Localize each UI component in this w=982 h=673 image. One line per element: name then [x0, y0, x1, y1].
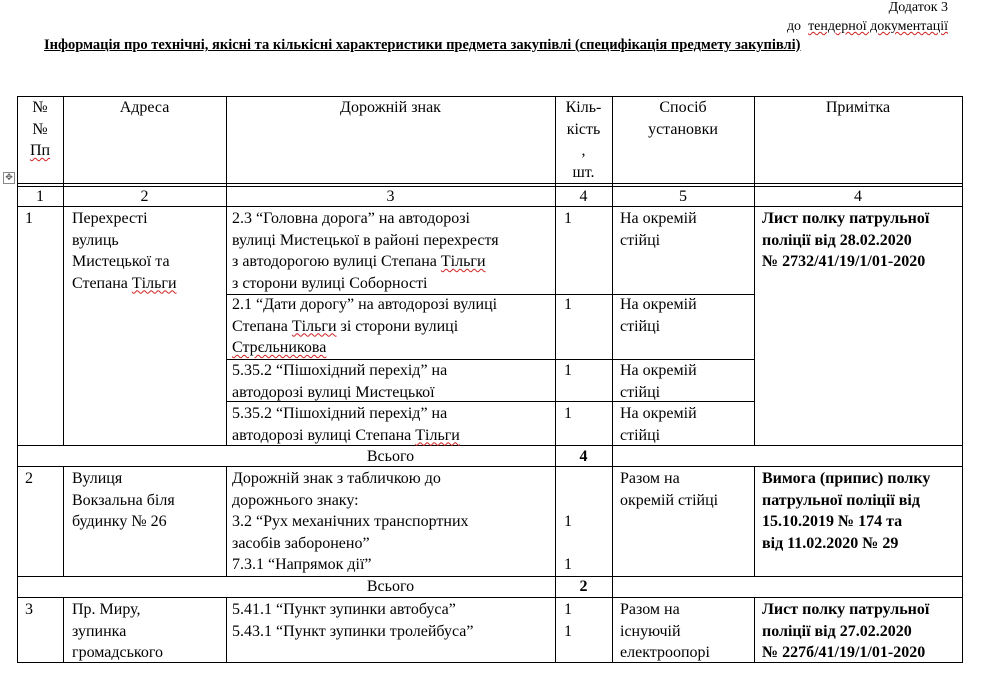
col-number: 2 — [140, 188, 149, 205]
method-line: існуючій — [620, 622, 681, 640]
method-cell — [620, 468, 718, 511]
note-line: від 11.02.2020 № 29 — [762, 534, 899, 552]
annex-subtitle-prefix: до — [786, 19, 802, 34]
annex-subtitle-doc: тендерної документації — [808, 19, 948, 34]
address-cell — [72, 208, 177, 294]
qty-cell: 1 — [564, 513, 572, 530]
note-cell — [762, 468, 930, 554]
method-line: Разом на — [620, 470, 680, 487]
note-line: № 2732/41/19/1/01-2020 — [762, 253, 926, 270]
rule — [63, 466, 64, 577]
sign-line — [232, 316, 497, 338]
col-header-num — [17, 97, 63, 162]
col-header-qty-l2: кість — [566, 120, 601, 138]
sign-line: 7.3.1 “Напрямок дії” — [232, 556, 372, 573]
col-header-note: Примітка — [825, 99, 891, 116]
title-part-a: Інформація про технічні, якісні та кількісні характеристики предмета закупівлі ( — [44, 37, 580, 53]
sign-cell — [232, 360, 447, 403]
title-part-b: специфікація — [579, 37, 668, 53]
sign-line: 5.41.1 “Пункт зупинки автобуса” — [232, 601, 456, 618]
method-line: На окремій — [620, 405, 697, 422]
sign-text: зі сторони вулиці — [336, 317, 459, 335]
rule — [962, 96, 963, 663]
note-line: патрульної поліції від — [762, 491, 920, 509]
row-number: 3 — [25, 601, 33, 618]
method-line: На окремій — [620, 296, 697, 313]
address-line — [72, 273, 177, 295]
sign-line: 5.35.2 “Пішохідний перехід” на — [232, 362, 448, 379]
annex-subtitle — [787, 19, 948, 35]
col-header-num-l2: № — [32, 120, 48, 138]
address-line: Перехресті — [72, 210, 148, 227]
qty-line: 1 — [564, 622, 572, 640]
col-header-qty — [555, 97, 612, 183]
method-line: стійці — [620, 383, 661, 401]
col-header-num-l3: Пп — [29, 142, 51, 159]
sign-line: автодорозі вулиці Мистецької — [232, 383, 435, 401]
sign-text: з автодорогою вулиці Степана — [232, 253, 441, 270]
method-line: На окремій — [620, 210, 697, 227]
method-cell — [620, 294, 697, 337]
table-move-handle-icon[interactable]: ✥ — [3, 172, 15, 184]
sign-line: 2.1 “Дати дорогу” на автодорозі вулиці — [232, 296, 498, 313]
sign-line — [232, 251, 499, 273]
qty-cell: 1 — [564, 296, 572, 313]
document-title — [44, 37, 801, 54]
note-line: Лист полку патрульної — [762, 210, 930, 227]
method-line: стійці — [620, 317, 661, 335]
method-cell — [620, 208, 697, 251]
address-cell — [72, 599, 163, 664]
col-header-method-l2: установки — [648, 120, 718, 138]
sign-text: Степана — [232, 317, 292, 335]
sign-line: Стрєльникова — [232, 339, 327, 356]
rule — [17, 96, 18, 663]
rule — [17, 183, 962, 184]
address-line: вулиць — [72, 231, 119, 249]
col-header-qty-l3: , — [581, 142, 586, 159]
note-line: № 227б/41/19/1/01-2020 — [762, 644, 926, 661]
rule — [226, 597, 227, 663]
method-line: На окремій — [620, 362, 697, 379]
rule — [754, 466, 755, 577]
sign-line: 2.3 “Головна дорога” на автодорозі — [232, 210, 470, 227]
row-number: 2 — [25, 470, 33, 487]
col-header-method — [612, 97, 754, 140]
sign-cell — [232, 403, 460, 446]
method-cell — [620, 599, 710, 664]
note-line: поліції від 28.02.2020 — [762, 231, 912, 249]
sign-cell — [232, 208, 499, 294]
sign-text: автодорозі вулиці Степана — [232, 426, 416, 444]
method-cell — [620, 360, 697, 403]
address-line: зупинка — [72, 622, 127, 640]
sign-cell — [232, 468, 469, 576]
qty-cell: 1 — [564, 210, 572, 227]
address-line: Вокзальна біля — [72, 491, 175, 509]
method-line: стійці — [620, 426, 661, 444]
address-text: Тільги — [131, 274, 177, 292]
sign-cell — [232, 294, 497, 359]
col-header-qty-l1: Кіль- — [565, 99, 602, 116]
address-line: будинку № 26 — [72, 513, 167, 530]
address-text: Степана — [72, 274, 132, 292]
title-part-c: предмету закупівлі) — [667, 37, 801, 53]
method-line: електроопорі — [620, 644, 710, 661]
sign-cell — [232, 599, 473, 642]
rule — [226, 466, 227, 577]
qty-line: 1 — [564, 601, 572, 618]
note-line: Лист полку патрульної — [762, 601, 930, 618]
total-label: Всього — [366, 448, 415, 465]
qty-cell: 1 — [564, 362, 572, 379]
col-number: 1 — [36, 188, 44, 205]
annex-label: Додаток 3 — [888, 0, 948, 15]
note-line: поліції від 27.02.2020 — [762, 622, 912, 640]
col-header-num-l1: № — [32, 99, 48, 116]
rule — [63, 96, 64, 446]
row-number: 1 — [25, 210, 33, 227]
address-line: Мистецької та — [72, 253, 170, 270]
sign-line: дорожнього знаку: — [232, 491, 359, 509]
address-cell — [72, 468, 175, 533]
col-header-method-l1: Спосіб — [659, 99, 707, 116]
address-line: Пр. Миру, — [72, 601, 141, 618]
sign-line: 5.43.1 “Пункт зупинки тролейбуса” — [232, 622, 474, 640]
sign-line — [232, 425, 460, 447]
sign-line: Дорожній знак з табличкою до — [232, 470, 441, 487]
col-header-address: Адреса — [119, 99, 170, 116]
address-line: Вулиця — [72, 470, 123, 487]
qty-cell: 1 — [564, 556, 572, 573]
note-line: Вимога (припис) полку — [762, 470, 931, 487]
rule — [754, 597, 755, 663]
total-value: 4 — [579, 448, 588, 465]
total-value: 2 — [579, 578, 588, 595]
sign-line: 3.2 “Рух механічних транспортних — [232, 513, 469, 530]
sign-line: 5.35.2 “Пішохідний перехід” на — [232, 405, 448, 422]
sign-text: Тільги — [415, 426, 460, 444]
method-line: окремій стійці — [620, 491, 719, 509]
note-cell — [762, 599, 929, 664]
rule — [612, 96, 613, 663]
qty-cell — [564, 599, 572, 642]
col-header-qty-l4: шт. — [572, 163, 595, 181]
sign-line: з сторони вулиці Соборності — [232, 274, 428, 292]
rule — [754, 96, 755, 446]
sign-text: Тільги — [440, 253, 486, 270]
col-number: 3 — [386, 188, 395, 205]
method-cell — [620, 403, 697, 446]
address-line: громадського — [72, 644, 164, 661]
rule — [63, 597, 64, 663]
qty-cell: 1 — [564, 405, 572, 422]
method-line: стійці — [620, 231, 661, 249]
rule — [226, 96, 227, 446]
note-cell — [762, 208, 929, 273]
sign-line: вулиці Мистецької в районі перехрестя — [232, 231, 499, 249]
sign-text: Тільги — [291, 317, 337, 335]
col-number: 5 — [679, 188, 687, 205]
method-line: Разом на — [620, 601, 680, 618]
col-number: 4 — [579, 188, 588, 205]
sign-line: засобів заборонено” — [232, 534, 370, 552]
col-header-sign: Дорожній знак — [340, 99, 441, 116]
total-label: Всього — [366, 578, 415, 595]
note-line: 15.10.2019 № 174 та — [762, 513, 903, 530]
col-number: 4 — [854, 188, 862, 205]
